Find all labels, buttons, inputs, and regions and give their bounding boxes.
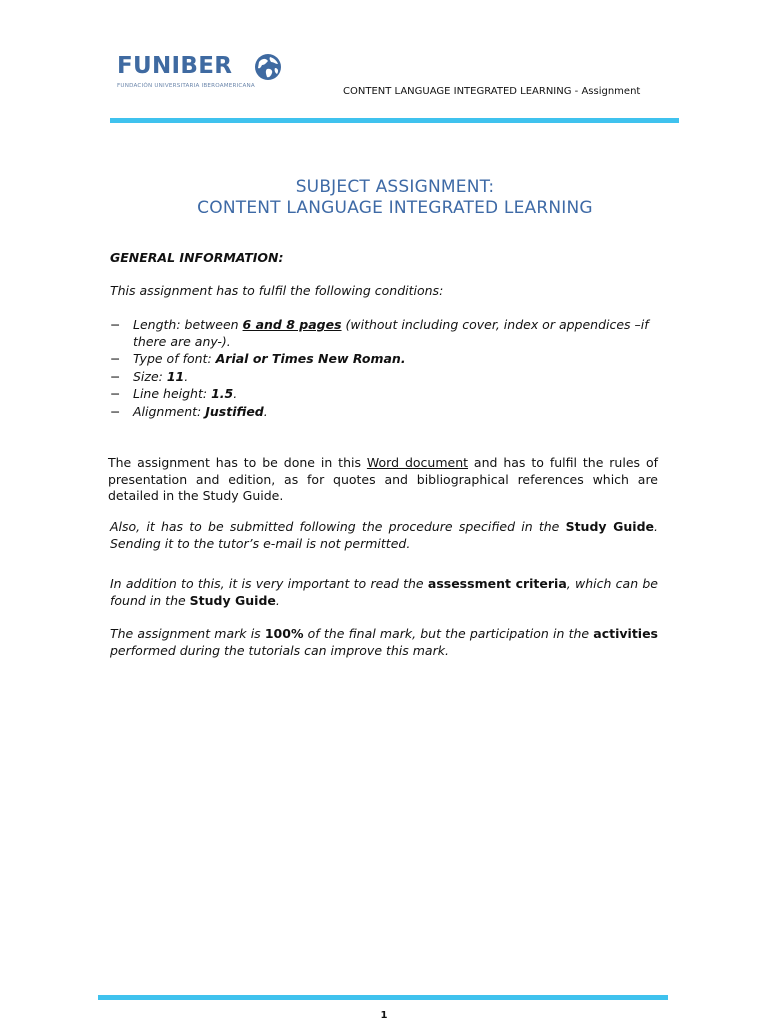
funiber-logo xyxy=(117,52,317,98)
intro-text: This assignment has to fulfil the following conditions: xyxy=(110,283,444,298)
text: and has to fulfil the rules of presentation and edition, as for quotes and bibliographical references which are detailed in the Study Guide. xyxy=(108,455,658,503)
condition-value: Arial or Times New Roman. xyxy=(215,351,406,366)
condition-size xyxy=(110,369,658,386)
section-heading: GENERAL INFORMATION: xyxy=(110,250,284,265)
globe-icon xyxy=(253,52,283,82)
text: . Sending it to the tutor’s e-mail is not permitted. xyxy=(110,519,658,551)
logo-name: FUNIBER xyxy=(117,53,233,79)
condition-punct: . xyxy=(263,403,268,419)
condition-punct: . xyxy=(184,368,189,384)
condition-punct: . xyxy=(233,386,238,401)
word-document-link[interactable]: Word document xyxy=(366,455,469,470)
list-dash: − xyxy=(110,368,121,384)
condition-label: Length: between xyxy=(133,317,243,332)
condition-note: (without including cover, index or appendices –if there are any-). xyxy=(133,317,649,349)
header-divider xyxy=(110,118,679,123)
list-dash: − xyxy=(110,403,121,419)
text: . xyxy=(275,592,280,608)
condition-length xyxy=(110,317,658,350)
condition-value: 6 and 8 pages xyxy=(242,317,342,332)
condition-label: Line height: xyxy=(133,386,212,401)
list-dash: − xyxy=(110,317,121,332)
text: , which can be found in the xyxy=(110,576,659,608)
study-guide-ref: Study Guide xyxy=(189,592,276,608)
list-dash: − xyxy=(110,386,121,401)
condition-label: Type of font: xyxy=(133,351,216,366)
condition-alignment xyxy=(110,404,658,421)
text: of the final mark, but the participation in the xyxy=(303,626,594,641)
condition-value: Justified xyxy=(205,403,264,419)
paragraph-submission xyxy=(110,519,658,552)
text: performed during the tutorials can improve this mark. xyxy=(110,642,449,658)
text: In addition to this, it is very important to read the xyxy=(110,576,428,591)
document-header-title: CONTENT LANGUAGE INTEGRATED LEARNING - Assignment xyxy=(343,86,641,97)
condition-font xyxy=(110,351,658,368)
logo-subtitle: FUNDACIÓN UNIVERSITARIA IBEROAMERICANA xyxy=(117,83,255,89)
footer-divider xyxy=(98,995,668,1000)
page-title-line2: CONTENT LANGUAGE INTEGRATED LEARNING xyxy=(197,198,593,218)
list-dash: − xyxy=(110,351,121,366)
conditions-list xyxy=(110,317,658,421)
paragraph-mark xyxy=(110,626,658,659)
condition-label: Size: xyxy=(133,368,167,384)
page-title-line1: SUBJECT ASSIGNMENT: xyxy=(295,177,495,197)
text: The assignment mark is xyxy=(110,626,265,641)
assessment-criteria-ref: assessment criteria xyxy=(427,576,567,591)
activities-ref: activities xyxy=(593,626,658,641)
condition-line-height xyxy=(110,386,658,403)
mark-percentage: 100% xyxy=(264,626,304,641)
paragraph-word-document xyxy=(108,455,658,505)
condition-label: Alignment: xyxy=(133,403,206,419)
condition-value: 11 xyxy=(166,368,185,384)
study-guide-ref: Study Guide xyxy=(565,519,655,534)
text: The assignment has to be done in this xyxy=(108,455,367,470)
text: Also, it has to be submitted following the procedure specified in the xyxy=(110,519,566,534)
condition-value: 1.5 xyxy=(211,386,234,401)
paragraph-assessment xyxy=(110,576,658,609)
page-number: 1 xyxy=(380,1010,388,1021)
